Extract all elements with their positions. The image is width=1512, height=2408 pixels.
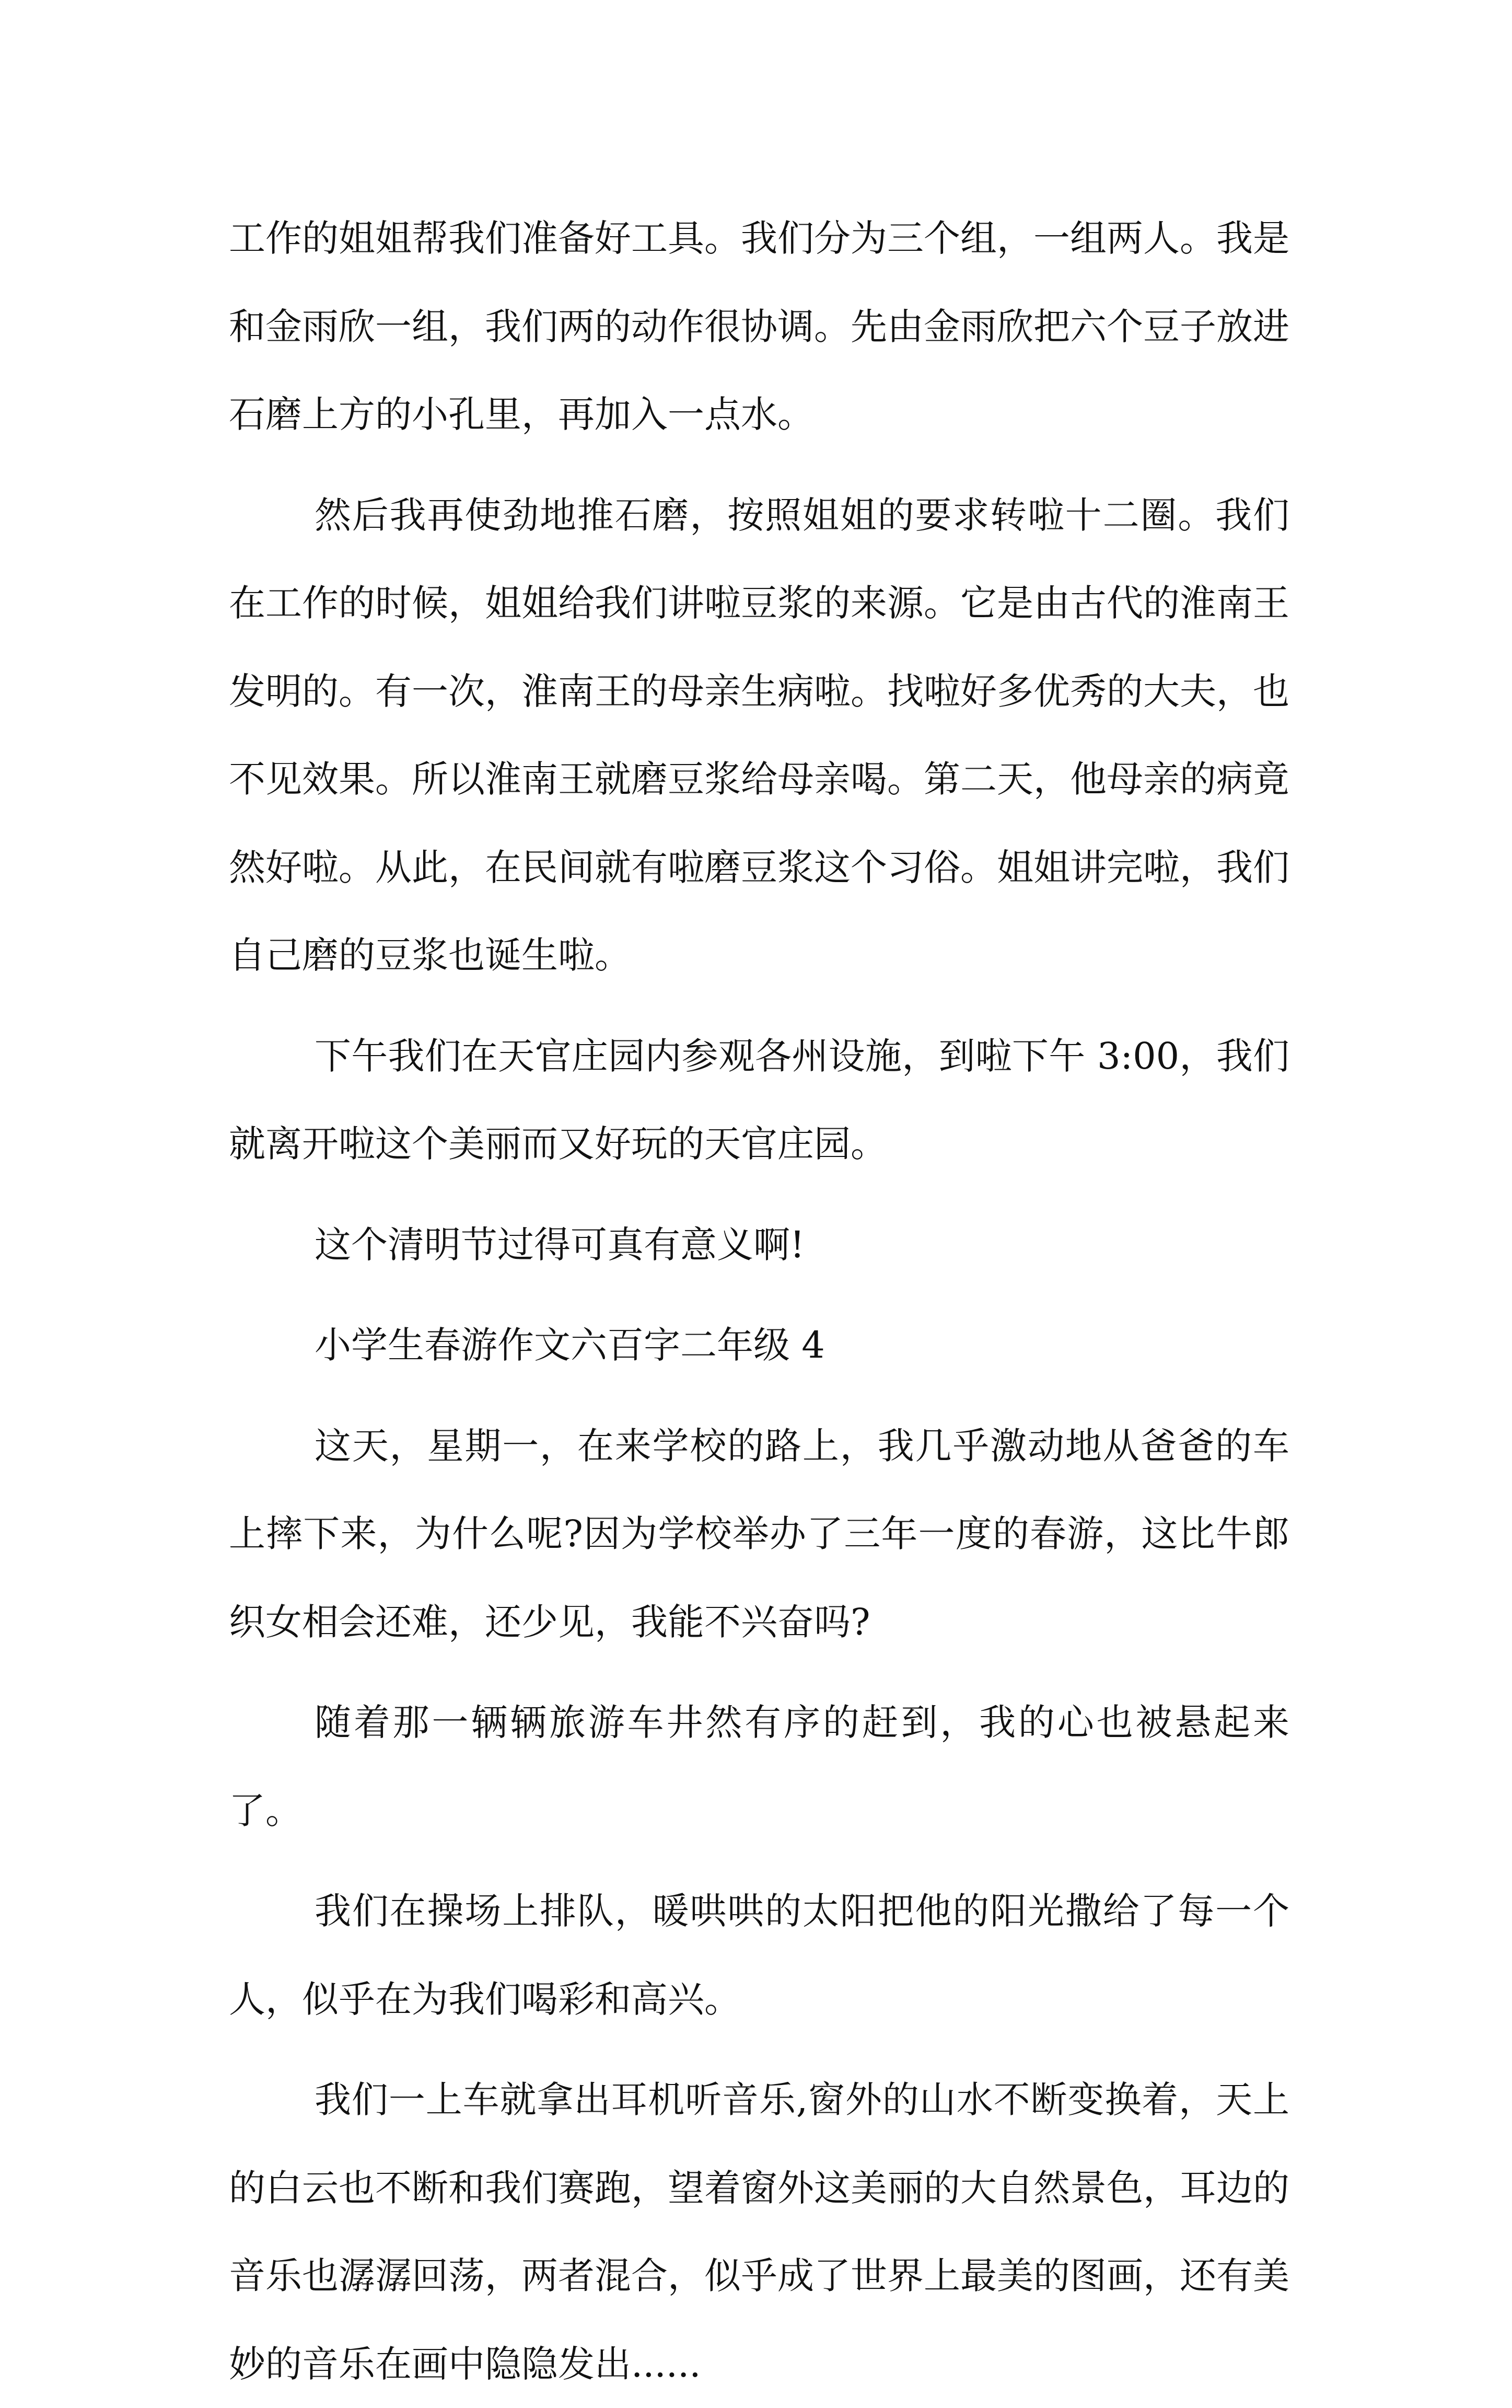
paragraph-4: 这个清明节过得可真有意义啊! (315, 1223, 805, 1266)
paragraph-6: 这天，星期一，在来学校的路上，我几乎激动地从爸爸的车上摔下来，为什么呢?因为学校举办了三年一度的春游，这比牛郎织女相会还难，还少见，我能不兴奋吗? (229, 1424, 1289, 1643)
paragraph-8: 我们在操场上排队，暖哄哄的太阳把他的阳光撒给了每一个人，似乎在为我们喝彩和高兴。 (229, 1890, 1289, 2021)
document-body (229, 194, 1289, 2408)
section-heading: 小学生春游作文六百字二年级 4 (315, 1324, 825, 1367)
paragraph-2: 然后我再使劲地推石磨，按照姐姐的要求转啦十二圈。我们在工作的时候，姐姐给我们讲啦豆浆的来源。它是由古代的淮南王发明的。有一次，淮南王的母亲生病啦。找啦好多优秀的大夫，也不见效果。所以淮南王就磨豆浆给母亲喝。第二天，他母亲的病竟然好啦。从此，在民间就有啦磨豆浆这个习俗。姐姐讲完啦，我们自己磨的豆浆也诞生啦。 (229, 493, 1289, 977)
paragraph-1: 工作的姐姐帮我们准备好工具。我们分为三个组，一组两人。我是和金雨欣一组，我们两的动作很协调。先由金雨欣把六个豆子放进石磨上方的小孔里，再加入一点水。 (229, 217, 1289, 436)
paragraph-3: 下午我们在天官庄园内参观各州设施，到啦下午 3:00，我们就离开啦这个美丽而又好玩的天官庄园。 (229, 1034, 1289, 1165)
paragraph-9: 我们一上车就拿出耳机听音乐,窗外的山水不断变换着，天上的白云也不断和我们赛跑，望着窗外这美丽的大自然景色，耳边的音乐也潺潺回荡，两者混合，似乎成了世界上最美的图画，还有美妙的音乐在画中隐隐发出...... (229, 2078, 1289, 2386)
paragraph-7: 随着那一辆辆旅游车井然有序的赶到，我的心也被悬起来了。 (229, 1701, 1289, 1832)
